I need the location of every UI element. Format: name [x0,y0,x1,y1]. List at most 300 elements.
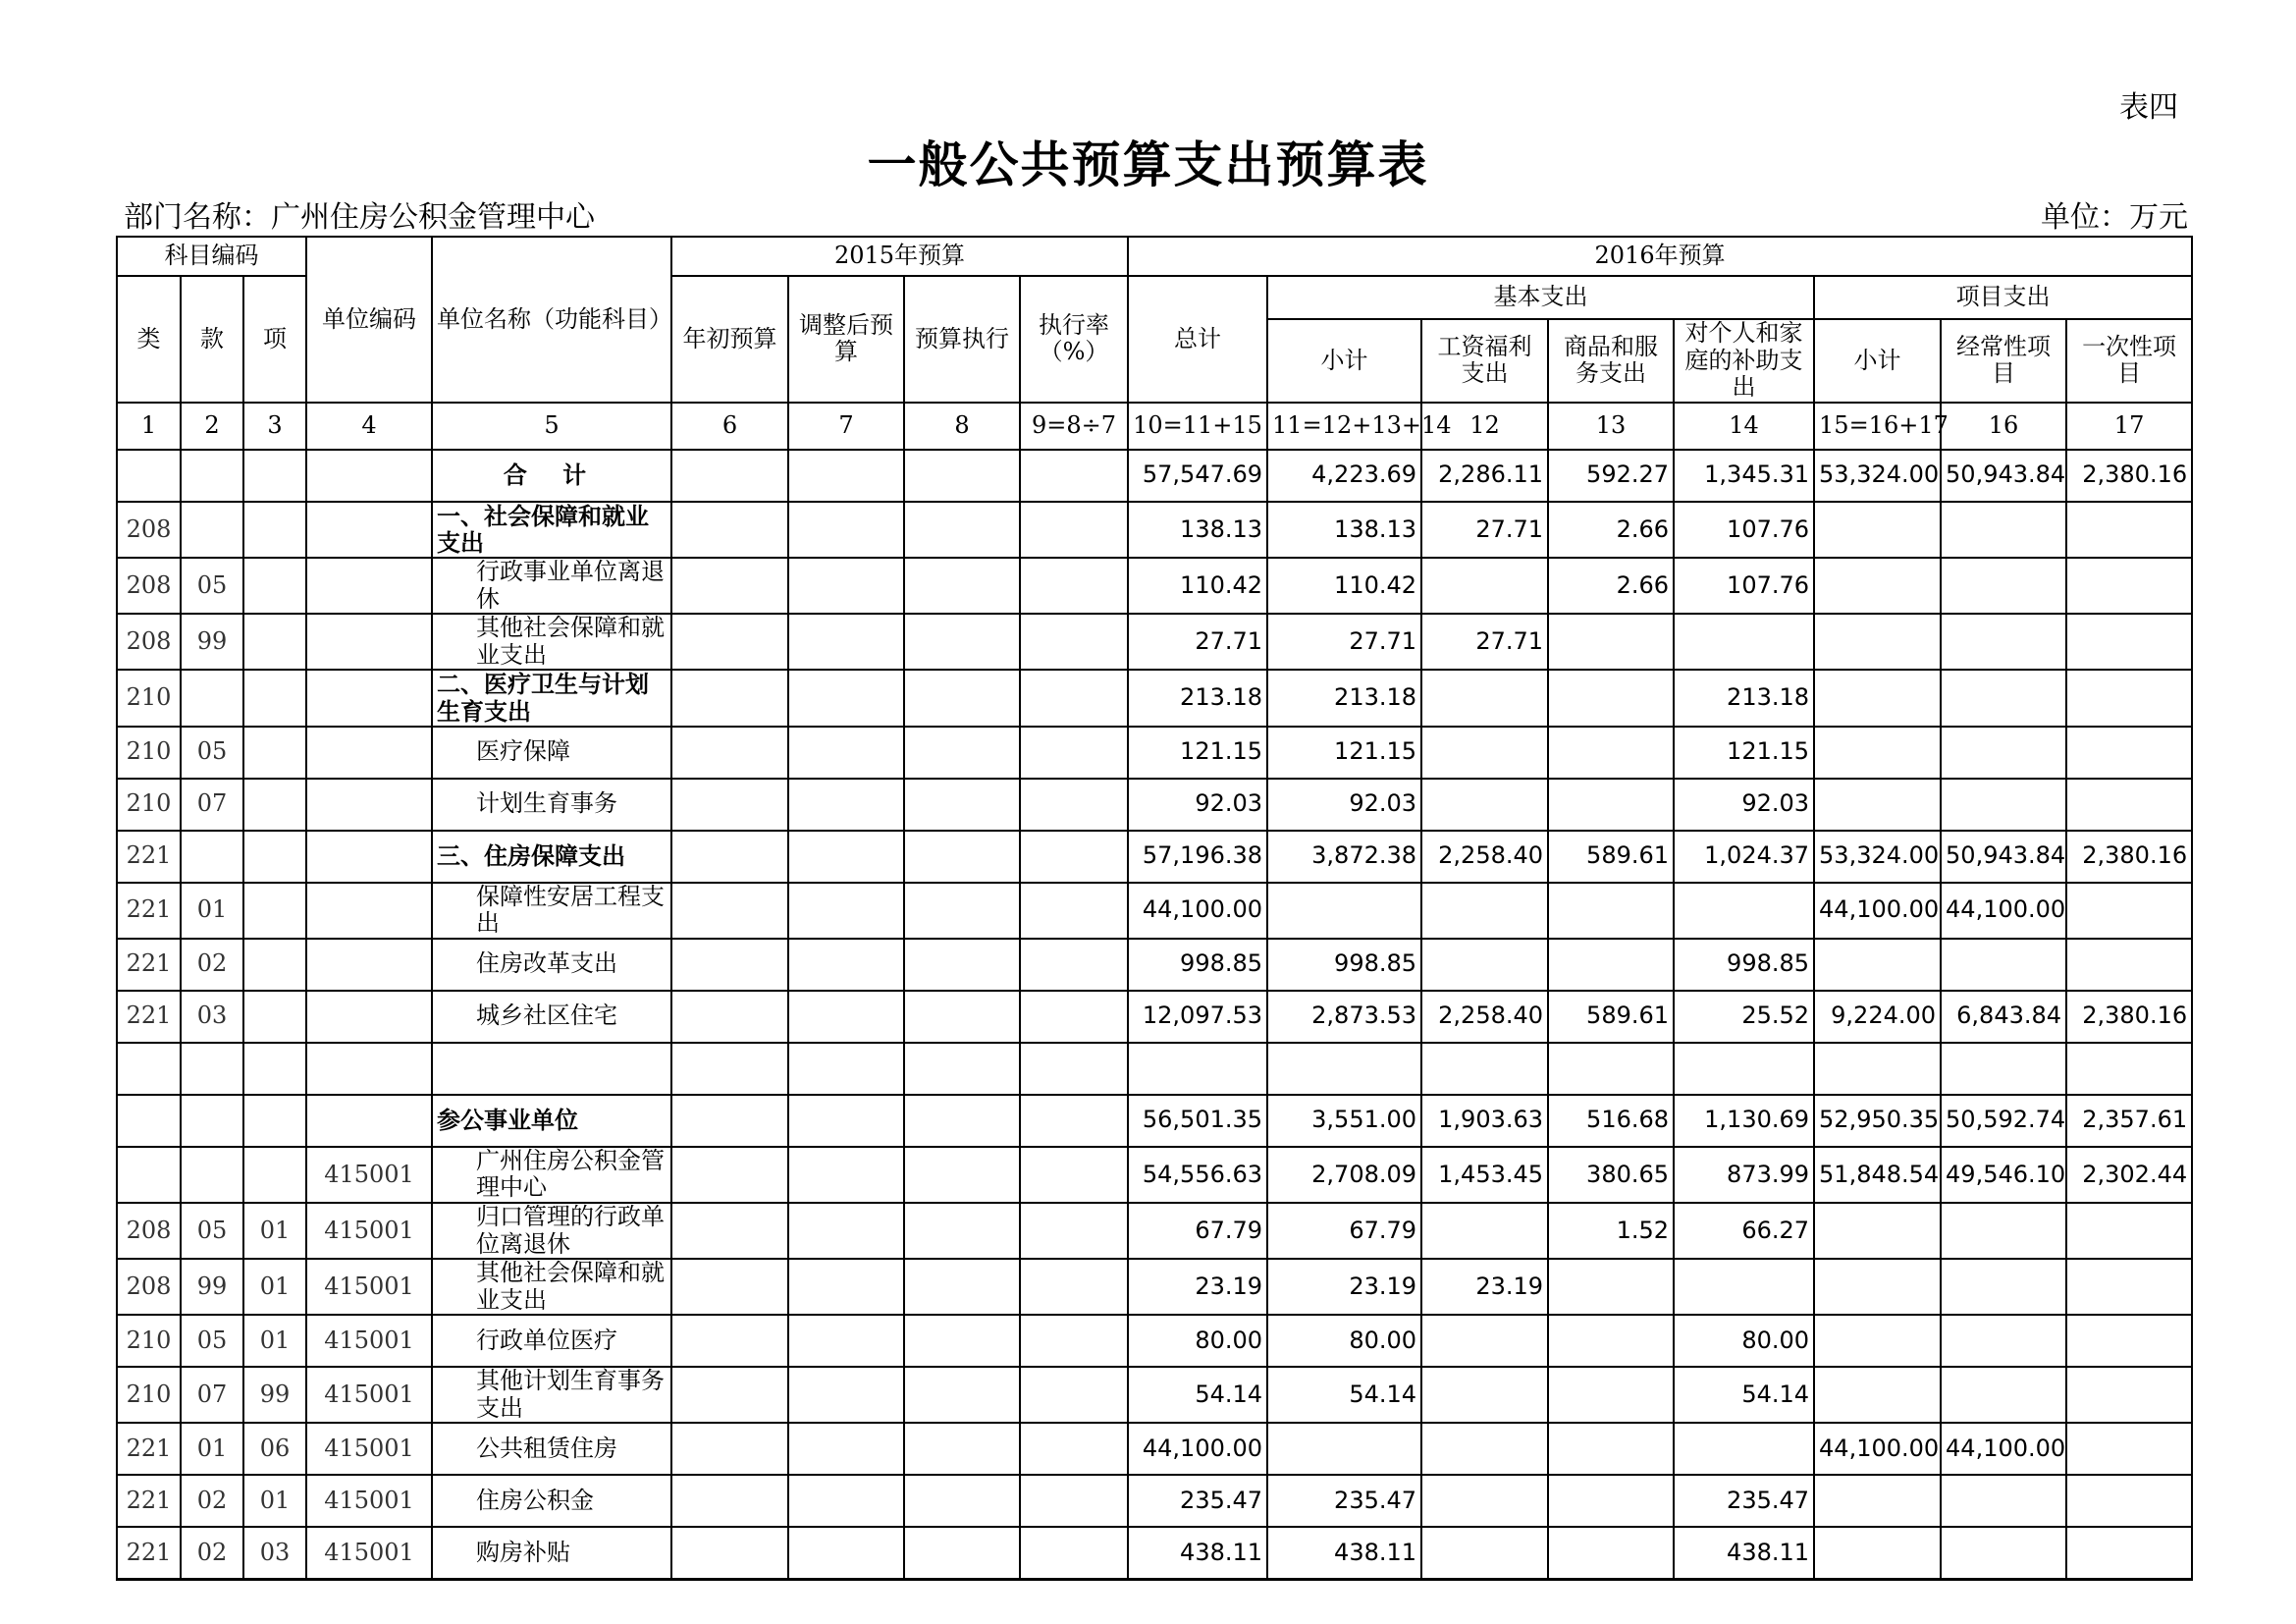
cell-xiang [243,558,306,614]
cell-lei: 208 [117,1203,181,1259]
cell-value [1020,450,1128,502]
cell-value: 516.68 [1548,1095,1674,1147]
cell-value [1814,1043,1941,1095]
cell-unit-code: 415001 [306,1259,432,1315]
cell-lei: 221 [117,1527,181,1580]
cell-unit-code [306,1043,432,1095]
cell-value [2066,1203,2192,1259]
table-row [117,831,2192,883]
cell-value [1267,1043,1421,1095]
cell-value [1674,1259,1814,1315]
cell-value [671,1147,788,1203]
cell-value [1421,1315,1548,1367]
cell-value [788,1475,904,1527]
cell-xiang [243,1147,306,1203]
cell-xiang [243,1043,306,1095]
cell-value [1421,727,1548,779]
page-title: 一般公共预算支出预算表 [867,135,1429,193]
cell-value [671,670,788,726]
header-kuan: 款 [181,276,243,403]
cell-xiang: 01 [243,1315,306,1367]
cell-value [671,1315,788,1367]
cell-value: 998.85 [1267,939,1421,991]
cell-xiang [243,779,306,831]
cell-lei: 208 [117,614,181,670]
cell-value: 53,324.00 [1814,450,1941,502]
cell-xiang [243,450,306,502]
cell-value [904,670,1020,726]
cell-xiang [243,939,306,991]
cell-unit-name: 其他计划生育事务支出 [432,1367,671,1423]
table-row [117,1043,2192,1095]
cell-value [1421,558,1548,614]
cell-unit-code: 415001 [306,1315,432,1367]
cell-value [1020,1527,1128,1580]
cell-unit-name: 归口管理的行政单位离退休 [432,1203,671,1259]
cell-value: 235.47 [1267,1475,1421,1527]
header-total: 总计 [1128,276,1267,403]
cell-value [1548,1043,1674,1095]
cell-unit-name: 其他社会保障和就业支出 [432,614,671,670]
cell-xiang: 01 [243,1259,306,1315]
table-row [117,727,2192,779]
cell-xiang [243,991,306,1043]
cell-kuan [181,502,243,558]
cell-value: 27.71 [1421,614,1548,670]
header-basic-subtotal: 小计 [1267,319,1421,403]
cell-value: 50,943.84 [1941,831,2066,883]
cell-value [2066,1527,2192,1580]
cell-unit-name: 广州住房公积金管理中心 [432,1147,671,1203]
table-body [117,450,2192,1580]
cell-value: 23.19 [1421,1259,1548,1315]
header-wages: 工资福利支出 [1421,319,1548,403]
cell-value [1421,1423,1548,1475]
cell-value [1814,502,1941,558]
cell-unit-name: 行政事业单位离退休 [432,558,671,614]
column-number: 9=8÷7 [1020,403,1128,450]
cell-value [1020,1423,1128,1475]
cell-value: 2,380.16 [2066,991,2192,1043]
cell-lei: 221 [117,1423,181,1475]
cell-value [1020,1367,1128,1423]
cell-unit-code [306,670,432,726]
cell-value [1020,1315,1128,1367]
cell-value [904,727,1020,779]
cell-value: 54.14 [1128,1367,1267,1423]
header-unit-name: 单位名称（功能科目） [432,237,671,403]
cell-value [788,779,904,831]
cell-value: 44,100.00 [1128,1423,1267,1475]
cell-value [1267,1423,1421,1475]
cell-value [1020,991,1128,1043]
header-one-time: 一次性项目 [2066,319,2192,403]
cell-unit-name: 城乡社区住宅 [432,991,671,1043]
cell-lei: 208 [117,558,181,614]
cell-unit-name: 行政单位医疗 [432,1315,671,1367]
cell-value [904,779,1020,831]
cell-value [1674,1043,1814,1095]
cell-value: 213.18 [1128,670,1267,726]
column-number: 13 [1548,403,1674,450]
cell-value [1548,727,1674,779]
cell-value [1020,1043,1128,1095]
cell-value [1421,1475,1548,1527]
cell-value: 235.47 [1674,1475,1814,1527]
cell-xiang [243,614,306,670]
cell-lei [117,1043,181,1095]
cell-xiang: 01 [243,1203,306,1259]
table-row [117,450,2192,502]
cell-value: 2,380.16 [2066,831,2192,883]
column-number: 5 [432,403,671,450]
table-row [117,502,2192,558]
cell-value: 54.14 [1267,1367,1421,1423]
cell-value [788,1203,904,1259]
cell-value [1020,883,1128,939]
column-number: 17 [2066,403,2192,450]
table-row [117,558,2192,614]
cell-value [1941,614,2066,670]
cell-value [904,831,1020,883]
department-name: 部门名称：广州住房公积金管理中心 [124,200,595,235]
cell-value: 380.65 [1548,1147,1674,1203]
cell-lei: 210 [117,1367,181,1423]
cell-value [1941,1043,2066,1095]
cell-value [1020,1475,1128,1527]
header-adjusted-budget: 调整后预算 [788,276,904,403]
cell-lei [117,1147,181,1203]
table-row [117,1367,2192,1423]
cell-value: 138.13 [1128,502,1267,558]
cell-value: 57,547.69 [1128,450,1267,502]
cell-value [788,1147,904,1203]
cell-value: 589.61 [1548,831,1674,883]
cell-value [671,1367,788,1423]
cell-unit-name: 医疗保障 [432,727,671,779]
cell-value [1548,939,1674,991]
cell-value [1020,1203,1128,1259]
cell-value [904,614,1020,670]
cell-value: 66.27 [1674,1203,1814,1259]
cell-value [788,939,904,991]
cell-value: 51,848.54 [1814,1147,1941,1203]
cell-value [671,1527,788,1580]
cell-value: 27.71 [1267,614,1421,670]
cell-unit-name: 一、社会保障和就业支出 [432,502,671,558]
cell-lei [117,450,181,502]
cell-lei: 210 [117,670,181,726]
cell-value: 121.15 [1674,727,1814,779]
cell-value: 2,357.61 [2066,1095,2192,1147]
cell-value [1548,1527,1674,1580]
cell-value: 1,345.31 [1674,450,1814,502]
cell-value: 4,223.69 [1267,450,1421,502]
cell-unit-code [306,727,432,779]
cell-value: 53,324.00 [1814,831,1941,883]
cell-value [1941,1475,2066,1527]
cell-value: 121.15 [1128,727,1267,779]
cell-value: 44,100.00 [1814,883,1941,939]
cell-value [904,991,1020,1043]
cell-value: 2,258.40 [1421,991,1548,1043]
cell-value [1421,883,1548,939]
cell-unit-code: 415001 [306,1147,432,1203]
cell-kuan: 02 [181,939,243,991]
cell-value [2066,502,2192,558]
cell-value [1941,1259,2066,1315]
cell-value: 92.03 [1128,779,1267,831]
cell-value: 998.85 [1128,939,1267,991]
cell-value [788,1527,904,1580]
header-execution: 预算执行 [904,276,1020,403]
cell-xiang [243,1095,306,1147]
cell-kuan: 01 [181,1423,243,1475]
cell-value: 92.03 [1674,779,1814,831]
cell-kuan: 05 [181,1315,243,1367]
cell-value [788,1259,904,1315]
column-number: 11=12+13+14 [1267,403,1421,450]
cell-unit-code [306,779,432,831]
cell-value: 80.00 [1128,1315,1267,1367]
cell-value [1814,1475,1941,1527]
cell-value [1814,1315,1941,1367]
cell-unit-name: 住房公积金 [432,1475,671,1527]
cell-unit-code [306,831,432,883]
column-number: 16 [1941,403,2066,450]
cell-lei [117,1095,181,1147]
cell-value [904,1259,1020,1315]
cell-unit-code [306,502,432,558]
cell-value [1674,1423,1814,1475]
cell-value [1020,1147,1128,1203]
cell-value [671,1475,788,1527]
header-lei: 类 [117,276,181,403]
header-exec-rate: 执行率（%） [1020,276,1128,403]
cell-xiang: 06 [243,1423,306,1475]
cell-value [2066,1367,2192,1423]
cell-value: 44,100.00 [1941,883,2066,939]
cell-value: 107.76 [1674,558,1814,614]
cell-value: 27.71 [1421,502,1548,558]
cell-value [904,558,1020,614]
table-row [117,991,2192,1043]
column-number: 1 [117,403,181,450]
cell-value [1020,614,1128,670]
cell-value: 44,100.00 [1941,1423,2066,1475]
header-personal-subsidy: 对个人和家庭的补助支出 [1674,319,1814,403]
cell-unit-code: 415001 [306,1423,432,1475]
cell-value [1421,1527,1548,1580]
page-label: 表四 [2119,90,2178,125]
cell-value: 592.27 [1548,450,1674,502]
cell-value [904,1527,1020,1580]
table-row [117,1203,2192,1259]
cell-value: 2.66 [1548,558,1674,614]
cell-value [1421,779,1548,831]
cell-value [904,1423,1020,1475]
table-row [117,779,2192,831]
cell-value: 67.79 [1128,1203,1267,1259]
cell-value [1020,1095,1128,1147]
cell-value [1267,883,1421,939]
cell-lei: 221 [117,991,181,1043]
cell-value [904,450,1020,502]
cell-value: 44,100.00 [1128,883,1267,939]
cell-kuan [181,670,243,726]
cell-value [1814,779,1941,831]
cell-value [671,939,788,991]
cell-value [1941,558,2066,614]
cell-value: 873.99 [1674,1147,1814,1203]
cell-value: 1,024.37 [1674,831,1814,883]
cell-lei: 208 [117,1259,181,1315]
cell-value [1548,1315,1674,1367]
header-recurring: 经常性项目 [1941,319,2066,403]
cell-value: 23.19 [1128,1259,1267,1315]
cell-value: 998.85 [1674,939,1814,991]
cell-value [788,502,904,558]
header-goods-services: 商品和服务支出 [1548,319,1674,403]
cell-value: 121.15 [1267,727,1421,779]
cell-value: 2,380.16 [2066,450,2192,502]
cell-unit-name: 参公事业单位 [432,1095,671,1147]
cell-value [1941,1203,2066,1259]
cell-lei: 221 [117,883,181,939]
cell-xiang [243,502,306,558]
cell-kuan [181,831,243,883]
cell-value: 57,196.38 [1128,831,1267,883]
cell-value [904,1203,1020,1259]
cell-value [904,502,1020,558]
cell-value [2066,1315,2192,1367]
cell-value [1941,502,2066,558]
cell-unit-code [306,1095,432,1147]
cell-kuan [181,450,243,502]
cell-lei: 210 [117,1315,181,1367]
cell-value [1814,727,1941,779]
cell-value [1020,502,1128,558]
cell-value [904,939,1020,991]
table-row [117,1527,2192,1580]
cell-value: 6,843.84 [1941,991,2066,1043]
column-number: 12 [1421,403,1548,450]
cell-value: 50,943.84 [1941,450,2066,502]
cell-value [788,450,904,502]
cell-unit-code [306,558,432,614]
cell-unit-code [306,614,432,670]
cell-value: 50,592.74 [1941,1095,2066,1147]
cell-value [788,991,904,1043]
cell-value [1020,1259,1128,1315]
cell-kuan: 01 [181,883,243,939]
cell-xiang [243,727,306,779]
cell-value: 23.19 [1267,1259,1421,1315]
cell-value [1020,779,1128,831]
cell-value [1421,670,1548,726]
cell-xiang: 03 [243,1527,306,1580]
cell-lei: 210 [117,779,181,831]
cell-value [1814,614,1941,670]
cell-unit-code [306,450,432,502]
cell-lei: 210 [117,727,181,779]
cell-value [1421,1367,1548,1423]
cell-value: 27.71 [1128,614,1267,670]
table-row [117,939,2192,991]
cell-unit-code: 415001 [306,1367,432,1423]
cell-xiang: 01 [243,1475,306,1527]
cell-unit-code: 415001 [306,1203,432,1259]
column-number: 4 [306,403,432,450]
cell-value [2066,670,2192,726]
table-row [117,670,2192,726]
cell-value: 138.13 [1267,502,1421,558]
cell-value: 1.52 [1548,1203,1674,1259]
cell-value [671,1259,788,1315]
budget-table [116,236,2193,1581]
cell-value [671,1095,788,1147]
cell-value [788,831,904,883]
cell-value: 2.66 [1548,502,1674,558]
cell-value [1548,779,1674,831]
cell-kuan [181,1043,243,1095]
cell-value [2066,1259,2192,1315]
cell-value [2066,614,2192,670]
cell-value [1548,1475,1674,1527]
cell-value [2066,883,2192,939]
cell-value [788,1043,904,1095]
cell-value [788,558,904,614]
cell-unit-code [306,991,432,1043]
cell-value [788,1315,904,1367]
cell-value [904,1147,1020,1203]
cell-value [1548,614,1674,670]
cell-value [671,558,788,614]
cell-xiang [243,883,306,939]
cell-unit-name: 计划生育事务 [432,779,671,831]
cell-value: 2,286.11 [1421,450,1548,502]
cell-value [904,1475,1020,1527]
cell-value [1020,831,1128,883]
cell-value: 9,224.00 [1814,991,1941,1043]
cell-value [2066,939,2192,991]
cell-value [1548,1367,1674,1423]
cell-value [1814,558,1941,614]
cell-value: 1,453.45 [1421,1147,1548,1203]
cell-kuan: 02 [181,1475,243,1527]
cell-value: 2,708.09 [1267,1147,1421,1203]
cell-value [671,1043,788,1095]
cell-unit-name: 三、住房保障支出 [432,831,671,883]
cell-value [904,1367,1020,1423]
cell-value [1814,939,1941,991]
cell-value [2066,1043,2192,1095]
column-number: 6 [671,403,788,450]
cell-value [1814,1203,1941,1259]
cell-value [2066,1475,2192,1527]
cell-value: 67.79 [1267,1203,1421,1259]
cell-value: 80.00 [1267,1315,1421,1367]
table-row [117,1423,2192,1475]
cell-kuan: 99 [181,614,243,670]
cell-value: 213.18 [1674,670,1814,726]
header-2015-budget: 2015年预算 [671,237,1128,276]
cell-value [788,670,904,726]
cell-unit-name: 公共租赁住房 [432,1423,671,1475]
cell-value [904,883,1020,939]
cell-value: 589.61 [1548,991,1674,1043]
cell-kuan: 03 [181,991,243,1043]
